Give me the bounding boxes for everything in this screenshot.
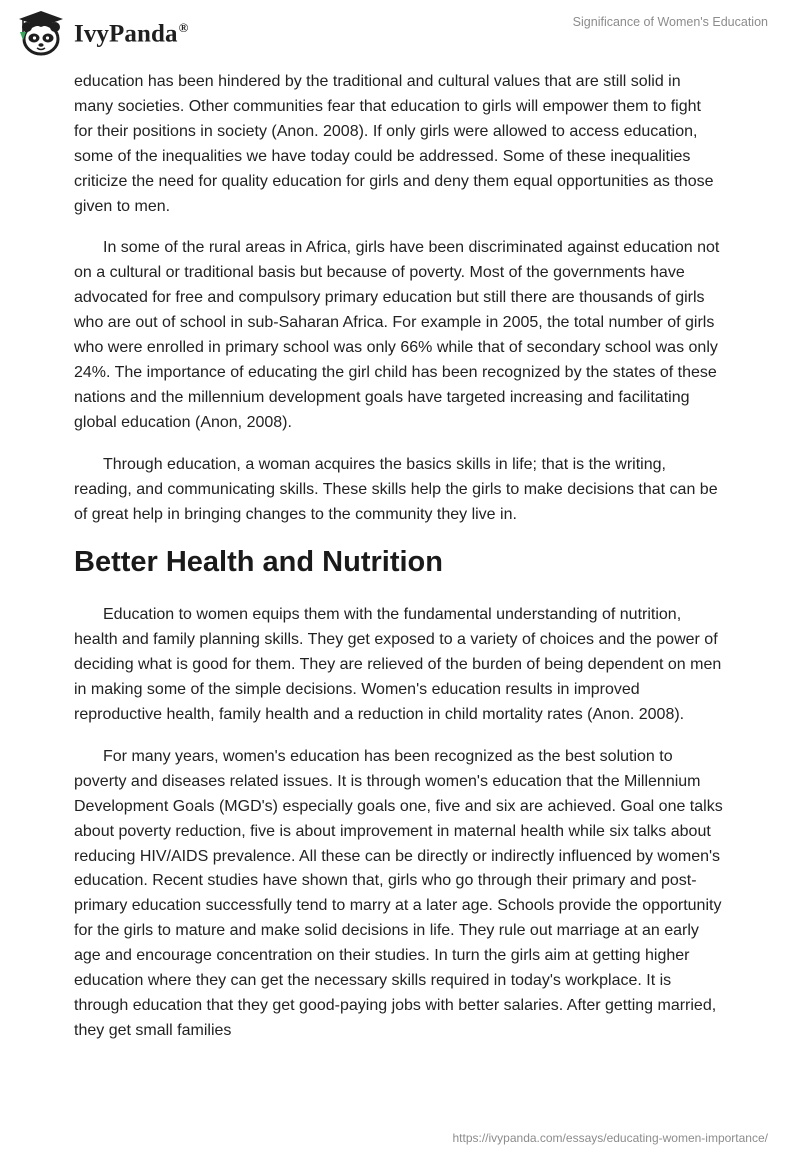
brand-name — [74, 20, 188, 48]
source-url: https://ivypanda.com/essays/educating-women-importance/ — [452, 1131, 768, 1145]
paragraph: In some of the rural areas in Africa, girls have been discriminated against education not on a cultural or traditional basis but because of poverty. Most of the governments have advocated for free and compulsory primary education but still there are thousands of girls who are out of school in sub-Saharan Africa. For example in 2005, the total number of girls who were enrolled in primary school was only 66% while that of secondary school was only 24%. The importance of educating the girl child has been recognized by the states of these nations and the millennium development goals have targeted increasing and facilitating global education (Anon, 2008). — [74, 239, 720, 431]
paragraph: Through education, a woman acquires the basics skills in life; that is the writing, reading, and communicating skills. These skills help the girls to make decisions that can be of great help in bringing changes to the community they live in. — [74, 455, 718, 523]
page-header — [0, 0, 800, 72]
document-title: Significance of Women's Education — [572, 15, 768, 29]
paragraph: Education to women equips them with the fundamental understanding of nutrition, health and family planning skills. They get exposed to a variety of choices and the power of deciding what is good for them. They are relieved of the burden of being dependent on men in making some of the simple decisions. Women's education results in improved reproductive health, family health and a reduction in child mortality rates (Anon. 2008). — [74, 606, 722, 724]
essay-content — [74, 70, 724, 1061]
panda-graduation-cap-icon — [14, 8, 68, 58]
section-heading: Better Health and Nutrition — [74, 546, 443, 579]
site-logo[interactable] — [14, 8, 188, 58]
paragraph: education has been hindered by the traditional and cultural values that are still solid in many societies. Other communities fear that education to girls will empower them to fight for their positions in society (Anon. 2008). If only girls were allowed to access education, some of the inequalities we have today could be addressed. Some of these inequalities criticize the need for quality education for girls and deny them equal opportunities as those given to men. — [74, 73, 714, 215]
paragraph: For many years, women's education has been recognized as the best solution to poverty and diseases related issues. It is through women's education that the Millennium Development Goals (MGD's) especially goals one, five and six are achieved. Goal one talks about poverty reduction, five is about improvement in maternal health while six talks about reducing HIV/AIDS prevalence. All these can be directly or indirectly influenced by women's education. Recent studies have shown that, girls who go through their primary and post-primary education successfully tend to marry at a later age. Schools provide the opportunity for the girls to mature and make solid decisions in life. They rule out marriage at an early age and encourage concentration on their studies. In turn the girls aim at getting higher education where they can get the necessary skills required in today's workplace. It is through education that they get good-paying jobs with better salaries. After getting married, they get small families — [74, 747, 723, 1039]
registered-mark: ® — [178, 19, 189, 35]
brand-name-text: IvyPanda — [74, 20, 178, 48]
